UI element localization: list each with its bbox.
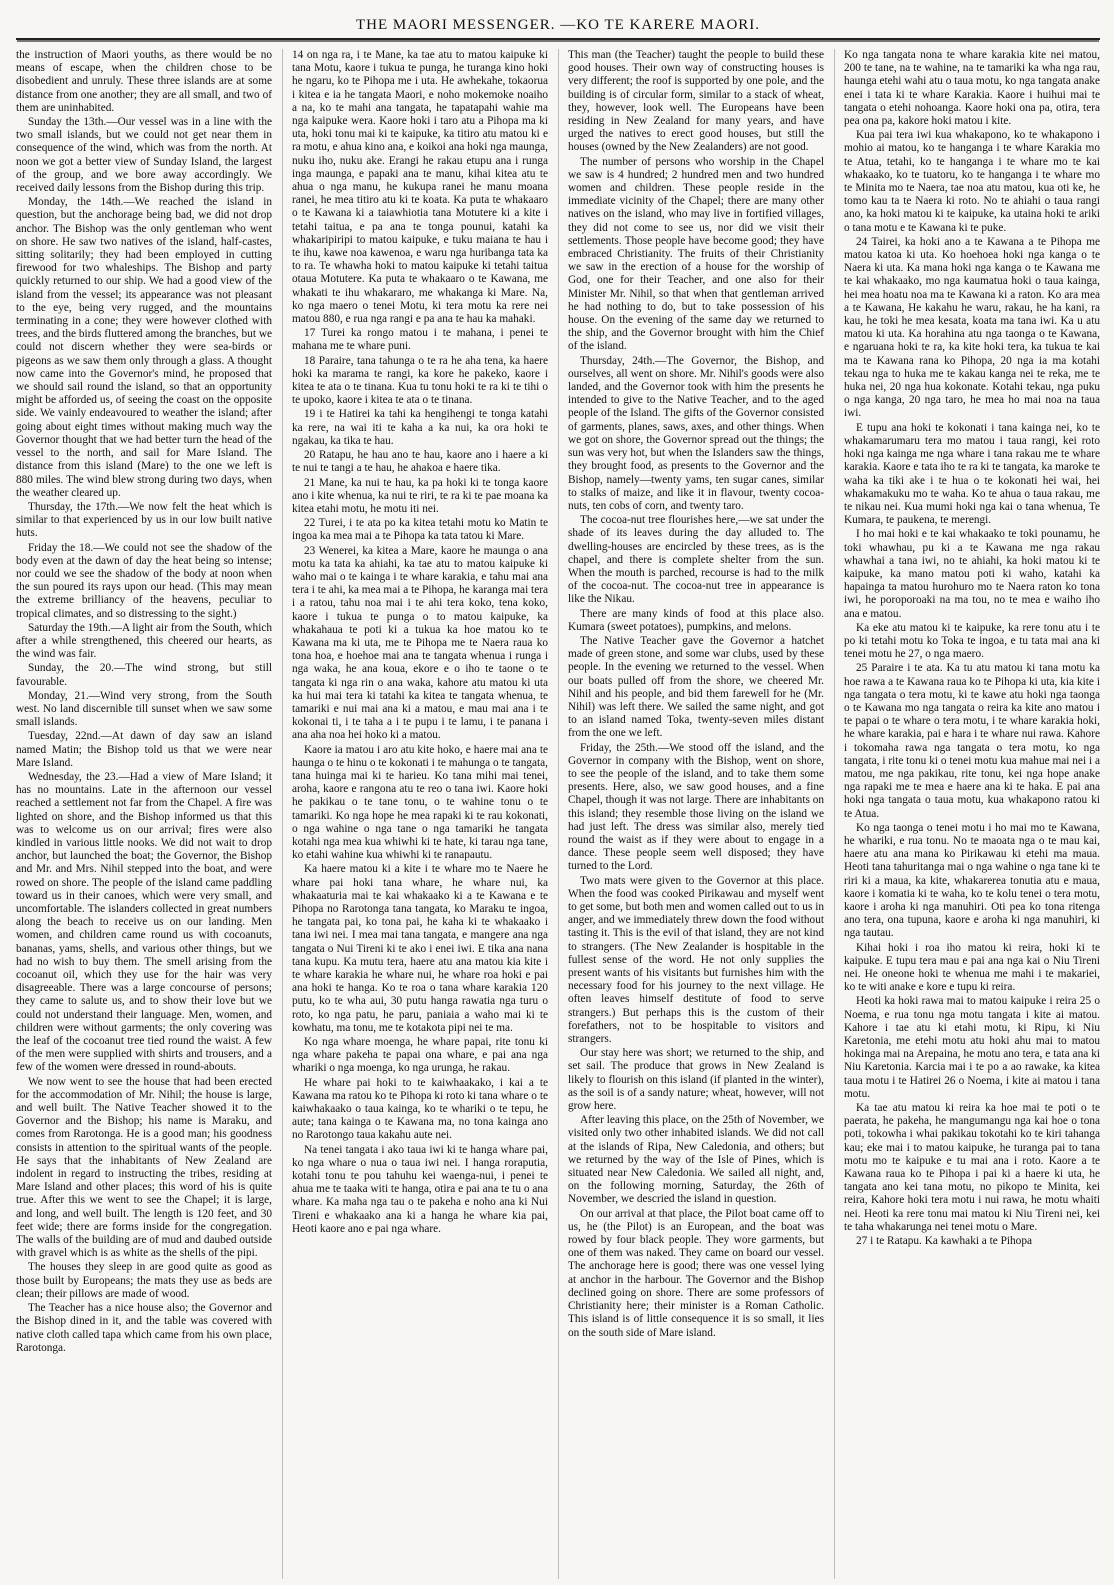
article-paragraph: There are many kinds of food at this place also. Kumara (sweet potatoes), pumpkins, and melons. xyxy=(568,607,824,633)
article-paragraph: Wednesday, the 23.—Had a view of Mare Island; it has no mountains. Late in the afternoon our vessel reached a settlement not far from the Chapel. A fire was lighted on shore, and the Bishop informed us that this was to welcome us on our arrival; fires were also kindled in various little nooks. We did not wait to drop anchor, but launched the boat; the Governor, the Bishop and Mr. and Mrs. Nihil stepped into the boat, and were rowed on shore. The people of the island came paddling toward us in their canoes, which were very small, and uncomfortable. The islanders collected in great numbers along the beach to receive us on our landing. Men women, and children came round us with cocoanuts, bananas, yams, shells, and various other things, but we had no wish to buy them. The smell arising from the cocoanut oil, which they use for the hair was very disagreeable. There was a large concourse of persons; they came to salute us, and to show their love but we could not understand their language. Men, women, and children were without garments; the only covering was the leaf of the cocoanut tree tied round the waist. A few of the men were supplied with shirts and trousers, and a few of the women were dressed in round-abouts. xyxy=(16,770,272,1074)
article-paragraph: Sunday the 13th.—Our vessel was in a line with the two small islands, but we could not get near them in consequence of the wind, which was from the north. At noon we got a better view of Sunday Island, the largest of the group, and we bore away accordingly. We received daily lessons from the Bishop during this trip. xyxy=(16,116,272,195)
article-paragraph: Kua pai tera iwi kua whakapono, ko te whakapono i mohio ai matou, ko te hanganga i te whare Karakia mo te Atua, tetahi, ko te hanganga i te whare mo te kai whakaako, ko te tuatoru, ko te hanganga i te whare mo te Minita mo te Naera, tae noa atu matou, kua oti ke, he tomo kau ta te Naera ki roto. No te ahiahi o taua rangi ano, ka hoki matou ki te kaipuke, ka utaina hoki te ariki o tana motu e te Kawana ki te puke. xyxy=(844,129,1100,234)
column-english-1 xyxy=(16,49,272,1579)
article-paragraph: Ko nga tangata nona te whare karakia kite nei matou, 200 te tane, na te wahine, na te tamariki ka wha nga rau, haunga etehi wahi atu o taua motu, ko nga tangata anake enei i tata ki te whare Karakia. Kaore i huihui mai te tangata o etehi nohoanga. Kaore hoki ona pa, otira, tera pea ona pa, kakore hoki matou i kite. xyxy=(844,49,1100,128)
article-paragraph: After leaving this place, on the 25th of November, we visited only two other inhabited islands. We did not call at the islands of Ripa, New Caledonia, and others; but we returned by the way of the Isle of Pines, which is situated near New Caledonia. We sailed all night, and, on the following morning, Saturday, the 26th of November, we descried the island in question. xyxy=(568,1114,824,1206)
article-paragraph: Kihai hoki i roa iho matou ki reira, hoki ki te kaipuke. E tupu tera mau e pai ana nga kai o Niu Tireni nei. He oneone hoki te whenua me mahi i te makariei, ko te witi anake e kore e tupu ki reira. xyxy=(844,941,1100,994)
article-paragraph: the instruction of Maori youths, as there would be no means of escape, when the children chose to be disobedient and unruly. These three islands are at some distance from one another; they are all small, and two of them are uninhabited. xyxy=(16,49,272,114)
article-paragraph: Tuesday, 22nd.—At dawn of day saw an island named Matin; the Bishop told us that we were near Mare Island. xyxy=(16,730,272,769)
article-paragraph: The Native Teacher gave the Governor a hatchet made of green stone, and some war clubs, used by these people. In the evening we returned to the vessel. When our boats pulled off from the shore, we cheered Mr. Nihil and his people, and bid them farewell for he (Mr. Nihil) was left there. We sailed the same night, and got to an island named Toka, twenty-seven miles distant from the one we left. xyxy=(568,634,824,740)
article-paragraph: Ko nga taonga o tenei motu i ho mai mo te Kawana, he whariki, e rua tonu. No te maoata nga o te mau kai, haere atu ana mana ko Pirikawau ki etehi ma maua. Heoti tana tahuritanga mai o nga wahine o nga tane ki te riri ki a maua, ka kite, whakarerea tonutia atu e maua, kaore i komatia ki te waha, ko te kolu tenei o tera motu, kaore i aroha ki nga manuhiri. Oti pea ko tona ritenga ano tera, ona tupuna, kaore e aroha ki nga manuhiri, ki nga tautau. xyxy=(844,821,1100,940)
article-paragraph: Friday the 18.—We could not see the shadow of the body even at the dawn of day the heat being so intense; nor could we see the shadow of the body at noon when the sun poured its rays upon our head. (This may mean the extreme brilliancy of the heavens, peculiar to tropical climates, and so distressing to the sight.) xyxy=(16,541,272,620)
article-paragraph: Thursday, the 17th.—We now felt the heat which is similar to that experienced by us in our low built native huts. xyxy=(16,500,272,540)
article-paragraph: On our arrival at that place, the Pilot boat came off to us, he (the Pilot) is an European, and the boat was rowed by four black people. They wore garments, but one of them was naked. They came on board our vessel. The anchorage here is good; there was one vessel lying at anchor in the harbour. The Governor and the Bishop declined going on shore. There are some professors of Christianity here; their minister is a Roman Catholic. This island is of little consequence it is so small, it lies on the south side of Mare island. xyxy=(568,1207,824,1339)
article-paragraph: 27 i te Ratapu. Ka kawhaki a te Pihopa xyxy=(856,1235,1032,1248)
article-paragraph: The houses they sleep in are good quite as good as those built by Europeans; the mats they use as beds are clean; their pillows are made of wood. xyxy=(16,1261,272,1300)
article-paragraph: 20 Ratapu, he hau ano te hau, kaore ano i haere a ki te nui te tangi a te hau, he ahakoa e haere tika. xyxy=(292,449,548,475)
article-paragraph: The number of persons who worship in the Chapel we saw is 4 hundred; 2 hundred men and two hundred women and children. These people reside in the immediate vicinity of the Chapel; there are many other natives on the island, who may live in fortified villages, they did not come to see us, nor did we visit their settlements. Those people have become good; they have embraced Christianity. The fruits of their Christianity we saw in the erection of a house for the worship of God, one for their Teacher, and one also for their Minister Mr. Nihil, so that when that gentleman arrived he had nothing to do, but to take possession of his house. On the evening of the same day we returned to the ship, and the Governor brought with him the Chief of the island. xyxy=(568,155,824,353)
article-paragraph: Ka eke atu matou ki te kaipuke, ka rere tonu atu i te po ki tetahi motu ko Toka te ingoa, e tu tata mai ana ki tenei motu he 27, o nga maero. xyxy=(844,621,1100,661)
article-paragraph: Na tenei tangata i ako taua iwi ki te hanga whare pai, ko nga whare o nua o taua iwi nei. I hanga roraputia, kotahi tonu te pou tahuhu kei waenga-nui, i penei te ahua me te taaka witi te hanga, otira e pai ana te tu o ana whare. Ka maha nga tau o te pakeha e noho ana ki Nui Tireni e whakaako ana ki a hanga he whare kia pai, Heoti kaore ano e pai nga whare. xyxy=(292,1143,548,1235)
article-paragraph: 18 Paraire, tana tahunga o te ra he aha tena, ka haere hoki ka marama te rangi, ka kore he pakeko, kaore i kitea te ata o te tinana. Kua tu tonu hoki te ra ki te tihi o te upoko, kaore i kitea te ata o te tinana. xyxy=(292,354,548,407)
article-paragraph: We now went to see the house that had been erected for the accommodation of Mr. Nihil; the house is large, and well built. The Native Teacher showed it to the Governor and the Bishop; his name is Maraku, and comes from Rarotonga. He is a good man; his goodness consists in attention to the spiritual wants of the people. He says that the inhabitants of New Zealand are indolent in regard to instructing the tribes, residing at Mare Island and other places; this word of his is quite true. After this we went to see the Chapel; it is large, and long, and well built. The length is 120 feet, and 30 feet wide; there are forms inside for the congregation. The walls of the building are of mud and daubed outside with gravel which is as white as the shells of the pipi. xyxy=(16,1075,272,1260)
article-paragraph: The cocoa-nut tree flourishes here,—we sat under the shade of its leaves during the day alluded to. The dwelling-houses are encircled by these trees, as is the chapel, and there is complete shelter from the sun. When the mouth is parched, recourse is had to the milk of the cocoa-nut. The cocoa-nut tree in appearance is like the Nikau. xyxy=(568,514,824,606)
article-paragraph: Heoti ka hoki rawa mai to matou kaipuke i reira 25 o Noema, e rua tonu nga motu tangata i kite ai matou. Kahore i tae atu ki etahi motu, ki Ripu, ki Niu Karetonia, me etehi motu atu hoki ahu mai to matou hokinga mai na Arepaina, he motu ano tera, e tata ana ki Niu Karetonia. Karcia mai i te po a ao rawake, ka kitea taua motu i te Hatirei 26 o Noema, i kite ai matou i tana motu. xyxy=(844,995,1100,1100)
article-paragraph: Saturday the 19th.—A light air from the South, which after a while strengthened, this cheered our hearts, as the wind was fair. xyxy=(16,621,272,661)
article-paragraph: 23 Wenerei, ka kitea a Mare, kaore he maunga o ana motu ka tata ka ahiahi, ka tae atu to matou kaipuke ki waho mai o te kainga i te whare karakia, e tahu mai ana tera i te ahi, ka mea mai a te Pihopa, he karanga mai tera i a ratou, tahu noa mai i te ahi tera koko, tena koko, kaore i tukua te punga o to matou kaipuke, ka whakahaua te poti ki a tukua ka hoe matou ko te Kawana ma ki uta, me te Pihopa me te Naera raua ko tona hoa, e hoehoe mai ana te tangata whenua i runga i nga waka, he ana koua, ekore e o iho te taone o te tangata ki nga rin o ana waka, kahore atu matou ki uta ka hui mai tera ki tatahi ka kitea te tangata whenua, te tamariki e nui mai ana ki a matou, e mau mai ana i te kokonai ti, i te taha a i te pupu i te lamu, i te panana i ana aha noa hei hoko ki a matou. xyxy=(292,544,548,742)
article-paragraph: Two mats were given to the Governor at this place. When the food was cooked Pirikawau and myself went to get some, but both men and women called out to us in anger, and we immediately threw down the food without tasting it. This is the evil of that island, they are not kind to strangers. (The New Zealander is hospitable in the fullest sense of the word. He not only supplies the present wants of his visitants but furnishes him with the necessary food for his journey to the next village. He often leaves himself destitute of food to serve strangers.) But perhaps this is the custom of their forefathers, not to be hospitable to visitors and strangers. xyxy=(568,874,824,1046)
article-paragraph: 22 Turei, i te ata po ka kitea tetahi motu ko Matin te ingoa ka mea mai a te Pihopa ka tata tatou ki Mare. xyxy=(292,517,548,543)
article-paragraph: Monday, the 14th.—We reached the island in question, but the anchorage being bad, we did not drop anchor. The Bishop was the only gentleman who went on shore. He saw two natives of the island, half-castes, sitting solitarily; they had been employed in cutting firewood for two whaleships. The Bishop and party quickly returned to our ship. We had a good view of the island from the vessel; its appearance was not pleasant to the eye, being very rugged, and the mountains terminating in a cone; they were however clothed with trees, and the birds fluttered among the branches, but we could not discern whether they were sea-birds or pigeons as we saw them only through a glass. A thought now came into the Governor's mind, he proposed that we should sail round the island, so that an opportunity might be afforded us, of seeing the coast on the opposite side. We vainly endeavoured to weather the island; after going about eight times without making much way the Governor thought that we had better turn the head of the vessel to the north, and sail for Mare Island. The distance from this island (Mare) to the one we left is 880 miles. The wind blew strong during two days, when the weather cleared up. xyxy=(16,196,272,499)
article-paragraph: He whare pai hoki to te kaiwhaakako, i kai a te Kawana ma ratou ko te Pihopa ki roto ki tana whare o te kaiwhakaako o taua kainga, ko te whariki o te tepu, he aute; tana kainga o te Kawana ma, no tona kainga ano no Rarotongo taua kakahu aute nei. xyxy=(292,1076,548,1142)
article-paragraph: Ko nga whare moenga, he whare papai, rite tonu ki nga whare pakeha te papai ona whare, e pai ana nga whariki o nga moenga, ko nga urunga, he rakau. xyxy=(292,1036,548,1075)
article-paragraph: This man (the Teacher) taught the people to build these good houses. Their own way of constructing houses is very different; the roof is supported by one pole, and the building is of circular form, similar to a stack of wheat, they, however, look well. The Europeans have been residing in New Zealand for many years, and have urged the natives to erect good houses, but still the houses (owned by the New Zealanders) are not good. xyxy=(568,49,824,154)
article-paragraph: 24 Tairei, ka hoki ano a te Kawana a te Pihopa me matou katoa ki uta. Ko hoehoea hoki nga kanga o te Naera ki uta. Ka mana hoki nga kanga o te Kawana me te kai whakaako, mo nga kaumatua hoki o taua kainga, hei mea hoatu noa ma te Kawana ki a raton. Ko ara mea a te Kawana, He kakahu he waru, rakau, he ha kani, ra kau, he toki he mea kesata, koata ma tana iwi. Ka u atu matou ki uta. Ka horahina atu nga taonga o te Kawana, e ngaruana hoki te ra, ka kite hoki tera, ka tukua te kai ma te Kawana rana ko Pihopa, 20 nga ia ma kotahi tekau nga to huka me te kakau kanga nei te reka, me te huka nei, 20 nga hua kokonate. Kotahi tekau, nga puku o nga kanga, 20 nga taro, he mea ho mai noa na taua iwi. xyxy=(844,235,1100,420)
column-maori-1 xyxy=(282,49,548,1579)
article-paragraph: 21 Mane, ka nui te hau, ka pa hoki ki te tonga kaore ano i kite whenua, ka nui te riri, te ra ki te pae moana ka kitea etahi motu, he motu iti nei. xyxy=(292,476,548,515)
masthead-title: THE MAORI MESSENGER. —KO TE KARERE MAORI. xyxy=(16,12,1100,40)
columns xyxy=(16,49,1100,1579)
article-paragraph: Ka haere matou ki a kite i te whare mo te Naere he whare pai hoki tana whare, he whare nui, ka whakaaturia mai te kai whakaako ki a te Kawana e te Pihopa no Rarotonga tana tangata, ko Maraku te ingoa, he tangata pai, ko tona pai, he kaha ki te whakaako i tana iwi nei. I mea mai tana tangata, e mangere ana nga tangata o Nui Tireni ki te ako i enei iwi. E tika ana nana tana kupu. Ka mutu tera, haere atu ana matou kia kite i te whare karakia he whare nui, he whare roa hoki e pai ana hoki te hanga. Ko te roa o tana whare karakia 120 putu, ko te wha aui, 30 putu hanga rawatia nga turu o roto, ko nga patu, he paru, paniaia a waho mai ki te kowhatu, ma tonu, me te kotakota pipi nei te ma. xyxy=(292,863,548,1034)
column-maori-2 xyxy=(834,49,1100,1579)
article-paragraph: Kaore ia matou i aro atu kite hoko, e haere mai ana te haunga o te hinu o te kokonati i te mahunga o te tangata, tana huinga mai ki te harieu. Ko tana mihi mai tenei, aroha, kaore e rangona atu te reo o tana iwi. Kaore hoki he pakikau o te tane tonu, o te wahine tonu o te tamariki. Ko nga hope he mea rapaki ki te rau kokonati, o nga wahine o nga tane o nga tamariki he tangata kotahi nga mea kua whiwhi ki te hate, ki tarau nga tane, ko etahi wahine kua whiwhi ki te ranapautu. xyxy=(292,743,548,862)
article-paragraph: 19 i te Hatirei ka tahi ka hengihengi te tonga katahi ka rere, na wai iti te kaha a ka nui, ka ora hoki te ngakau, ka tika te hau. xyxy=(292,408,548,447)
column-english-2 xyxy=(558,49,824,1579)
article-paragraph: Our stay here was short; we returned to the ship, and set sail. The produce that grows in New Zealand is likely to flourish on this island (if planted in the winter), as the soil is of a sandy nature; wheat, however, will not grow here. xyxy=(568,1047,824,1113)
article-paragraph: E tupu ana hoki te kokonati i tana kainga nei, ko te whakamarumaru tera mo matou i taua rangi, kei roto hoki nga kainga me nga whare i tana rakau me te whare karakia. Kaore e tata iho te ra ki te tangata, ka maroke te waha ka tiki ake i te hua o te kokonati hei wai, hei whakamakuku mo te waha. Ko te ahua o taua rakau, me te nikau nei. Kua mumi hoki nga kai o tana whenua, Te Kumara, te paukena, te merengi. xyxy=(844,421,1100,527)
article-paragraph: 14 on nga ra, i te Mane, ka tae atu to matou kaipuke ki tana Motu, kaore i tukua te punga, he turanga kino hoki he ngaru, ko te Pihopa me i uta. He awhekahe, tokaorua i kitea e ia he tangata Maori, e noho mokemoke noaiho a na, ko te mahi ana tangata, he tapatapahi wahie ma nga kaipuke wera. Kaore hoki i taro atu a Pihopa ma ki uta, hoki tonu mai ki te kaipuke, ka titiro atu matou ki e ra motu, e ahua kino ana, e koikoi ana hoki nga maunga, nuku iho, nuku ake. Erangi he rakau etupu ana i runga inga maunga, e papaki ana te manu, kihai kitea atu te ahua o nga manu, he kukupa ranei he manu moana ranei, he mea titiro atu ki te koata. Ka puta te whakaaro o te Kawana ki a taiawhiotia tana Motutere ki a kite i tetahi taitua, e pa ana te tonga pounui, katahi ka whakaripiripi to matou kaipuke, e tuku maiana te hau i te ihu, kawe noa kawenoa, e waru nga huribanga tata ka to ra. Te whawha hoki to matou kaipuke ki tetahi taitua otaua Motutere. Ka puta te whakaaro o te Kawana, me whakati te ihu whakararo, me whakanga ki Mare. Na, ko nga maero o tenei Motu, ki tera motu ka rere nei matou 880, e rua nga rangi e pa ana te hau ka mahaki. xyxy=(292,49,548,326)
article-paragraph: Friday, the 25th.—We stood off the island, and the Governor in company with the Bishop, went on shore, to see the people of the island, and to take them some presents. Here, also, we saw good houses, and a fine Chapel, though it was not large. There are inhabitants on this island; they resemble those living on the island we had just left. The dress was similar also, merely tied round the waist as if they were about to engage in a dance. These people seem well disposed; they have turned to the Lord. xyxy=(568,741,824,873)
article-paragraph: Thursday, 24th.—The Governor, the Bishop, and ourselves, all went on shore. Mr. Nihil's goods were also landed, and the Governor took with him the presents he intended to give to the Native Teacher, and to the aged people of the Island. The gifts of the Governor consisted of garments, planes, saws, axes, and other things. When we got on shore, the Governor spread out the things; the sun was very hot, but when the Islanders saw the things, they brought food, as presents to the Governor and the Bishop, namely—twenty yams, ten sugar canes, similar to stalks of maize, and like it in flavour, twenty cocoa-nuts, ten cobs of corn, and twenty taro. xyxy=(568,354,824,512)
article-paragraph: Sunday, the 20.—The wind strong, but still favourable. xyxy=(16,662,272,688)
article-paragraph: 25 Paraire i te ata. Ka tu atu matou ki tana motu ka hoe rawa a te Kawana raua ko te Pihopa ki uta, kia kite i nga tangata o tera motu, ki te kawe atu hoki nga taonga o te Kawana mo nga tangata o reira ka kite ano matou i te papai o te whare o tera motu, i te whare karakia hoki, he whare karakia, pai e hara i te whare nui rawa. Kahore i tokomaha rawa nga tangata o tera motu, ko nga tangata, i rite tonu ki o tenei motu kua mahue mai nei i a matou, me nga pakikau, rite tonu, kei nga hope anake nga rapaki me te mea e haere ana ki te haka. E pai ana hoki nga tangata o taua motu, kua whakapono ratou ki te Atua. xyxy=(844,662,1100,820)
article-paragraph: Ka tae atu matou ki reira ka hoe mai te poti o te paerata, he pakeha, he mangumangu nga kai hoe o tona poti, tokowha i whai pakikau tokotahi ko te kiri tahanga kau; eke mai i to matou kaipuke, he turanga pai to tana motu mo te kaipuke e tu mai ana i roto. Kaore a te Kawana raua ko te Pihopa i pai ki a haere ki uta, he tangata ano kei tana motu, no pikopo te Minita, kei reira, Kahore hoki tera motu i nui rawa, he motu whaiti nei. Heoti ka rere tonu mai matou ki Niu Tireni nei, kei te taha whakarunga nei tenei motu o Mare. xyxy=(844,1102,1100,1233)
article-paragraph: Monday, 21.—Wind very strong, from the South west. No land discernible till sunset when we saw some small islands. xyxy=(16,689,272,729)
article-paragraph: The Teacher has a nice house also; the Governor and the Bishop dined in it, and the table was covered with native cloth called tapa which came from his own place, Rarotonga. xyxy=(16,1302,272,1354)
article-paragraph: 17 Turei ka rongo matou i te mahana, i penei te mahana me te whare puni. xyxy=(292,327,548,353)
article-paragraph: I ho mai hoki e te kai whakaako te toki pounamu, he toki whawhau, pu ki a te Kawana me nga rakau whawhai a tana iwi, no te ahiahi, ka hoki matou ki te kaipuke, ka mano matou poti ki waho, katahi ka hapainga ta matou hurohuro mo te Naera raton ko tona iwi, he poroporoaki na ma tou, no te mea e waiho iho ana e matou. xyxy=(844,528,1100,620)
